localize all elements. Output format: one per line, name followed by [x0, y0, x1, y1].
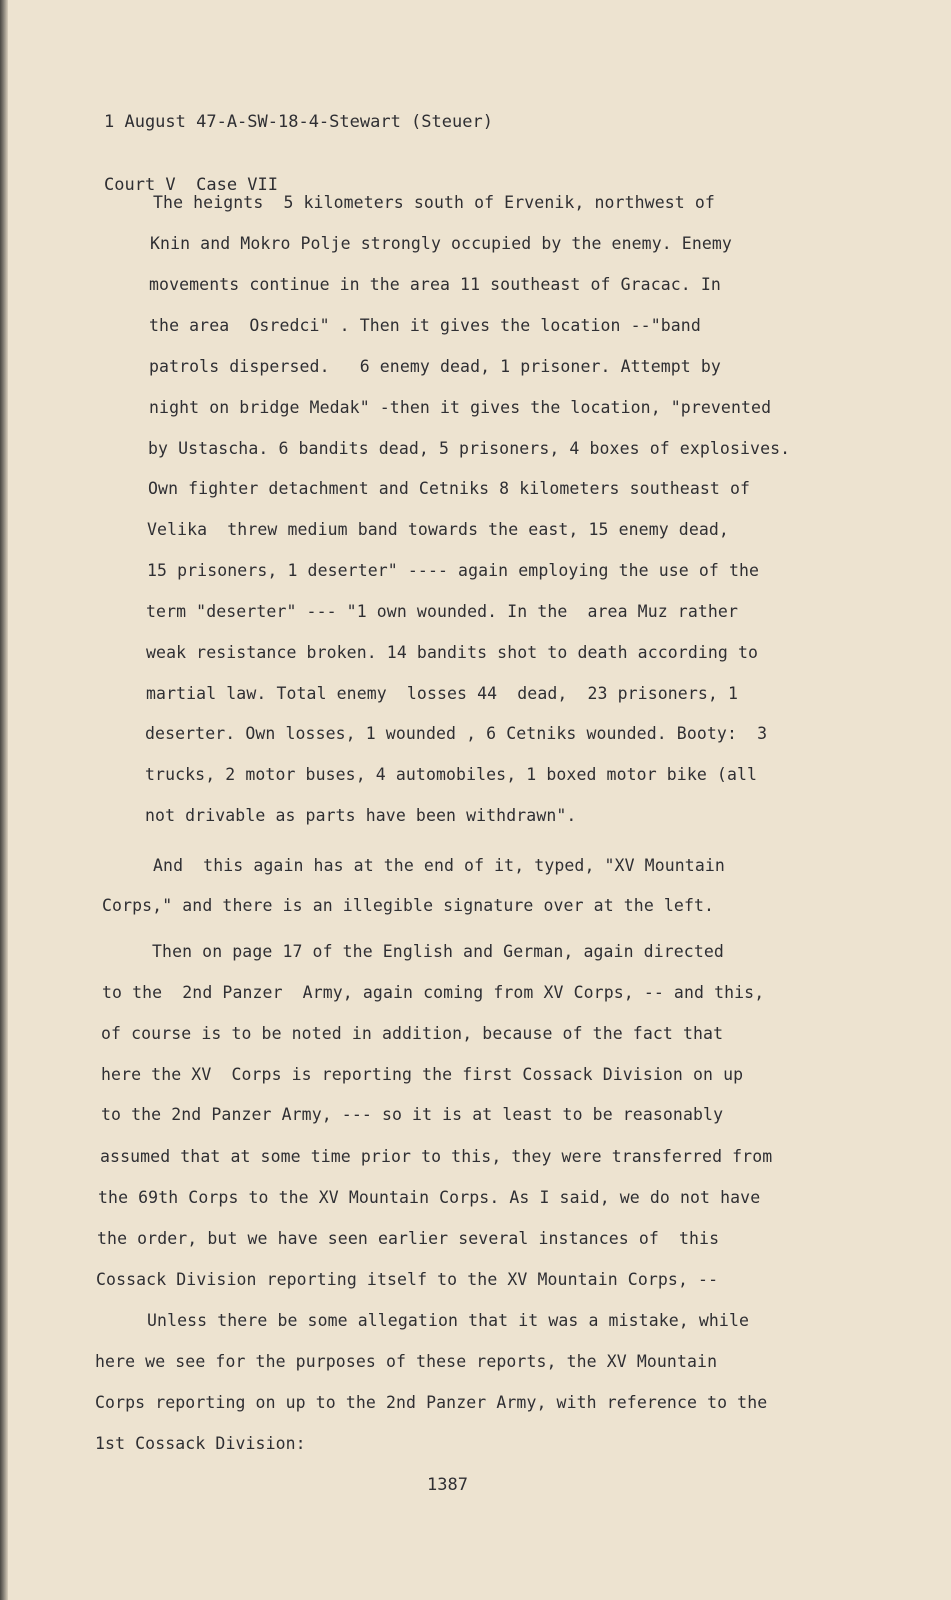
body-line: here we see for the purposes of these reports, the XV Mountain [95, 1352, 718, 1371]
body-line: by Ustascha. 6 bandits dead, 5 prisoners, 4 boxes of explosives. [148, 439, 791, 458]
header-court-line: Court V Case VII [104, 175, 278, 195]
body-line: deserter. Own losses, 1 wounded , 6 Cetniks wounded. Booty: 3 [145, 724, 768, 743]
body-line: patrols dispersed. 6 enemy dead, 1 prisoner. Attempt by [149, 357, 721, 376]
body-line: the area Osredci" . Then it gives the location --"band [149, 316, 701, 335]
body-line: Then on page 17 of the English and German, again directed [152, 942, 724, 961]
body-line: the 69th Corps to the XV Mountain Corps. As I said, we do not have [98, 1188, 761, 1207]
body-line: the order, but we have seen earlier several instances of this [97, 1229, 720, 1248]
body-line: weak resistance broken. 14 bandits shot to death according to [146, 643, 759, 662]
body-line: 1st Cossack Division: [95, 1434, 306, 1453]
body-line: Cossack Division reporting itself to the XV Mountain Corps, -- [96, 1270, 719, 1289]
body-line: to the 2nd Panzer Army, again coming from XV Corps, -- and this, [102, 983, 765, 1002]
body-line: Own fighter detachment and Cetniks 8 kilometers southeast of [148, 479, 751, 498]
body-line: Corps reporting on up to the 2nd Panzer Army, with reference to the [95, 1393, 768, 1412]
body-line: here the XV Corps is reporting the first Cossack Division on up [101, 1065, 744, 1084]
body-line: term "deserter" --- "1 own wounded. In the area Muz rather [146, 602, 738, 621]
body-line: And this again has at the end of it, typed, "XV Mountain [153, 856, 725, 875]
body-line: Corps," and there is an illegible signature over at the left. [102, 896, 715, 915]
body-line: not drivable as parts have been withdrawn". [145, 806, 577, 825]
body-line: martial law. Total enemy losses 44 dead, 23 prisoners, 1 [146, 684, 738, 703]
body-line: to the 2nd Panzer Army, --- so it is at least to be reasonably [101, 1105, 724, 1124]
body-line: 15 prisoners, 1 deserter" ---- again employing the use of the [147, 561, 760, 580]
body-line: assumed that at some time prior to this, they were transferred from [100, 1147, 773, 1166]
body-line: The heignts 5 kilometers south of Ervenik, northwest of [153, 193, 715, 212]
body-line: Knin and Mokro Polje strongly occupied by the enemy. Enemy [150, 234, 732, 253]
body-line: Unless there be some allegation that it was a mistake, while [147, 1311, 750, 1330]
body-line: Velika threw medium band towards the east, 15 enemy dead, [147, 520, 729, 539]
page-number: 1387 [427, 1475, 468, 1495]
body-line: night on bridge Medak" -then it gives the location, "prevented [149, 398, 772, 417]
body-line: movements continue in the area 11 southeast of Gracac. In [149, 275, 721, 294]
body-line: trucks, 2 motor buses, 4 automobiles, 1 boxed motor bike (all [145, 765, 758, 784]
body-line: of course is to be noted in addition, because of the fact that [101, 1024, 724, 1043]
header-reference-line: 1 August 47-A-SW-18-4-Stewart (Steuer) [104, 112, 493, 132]
